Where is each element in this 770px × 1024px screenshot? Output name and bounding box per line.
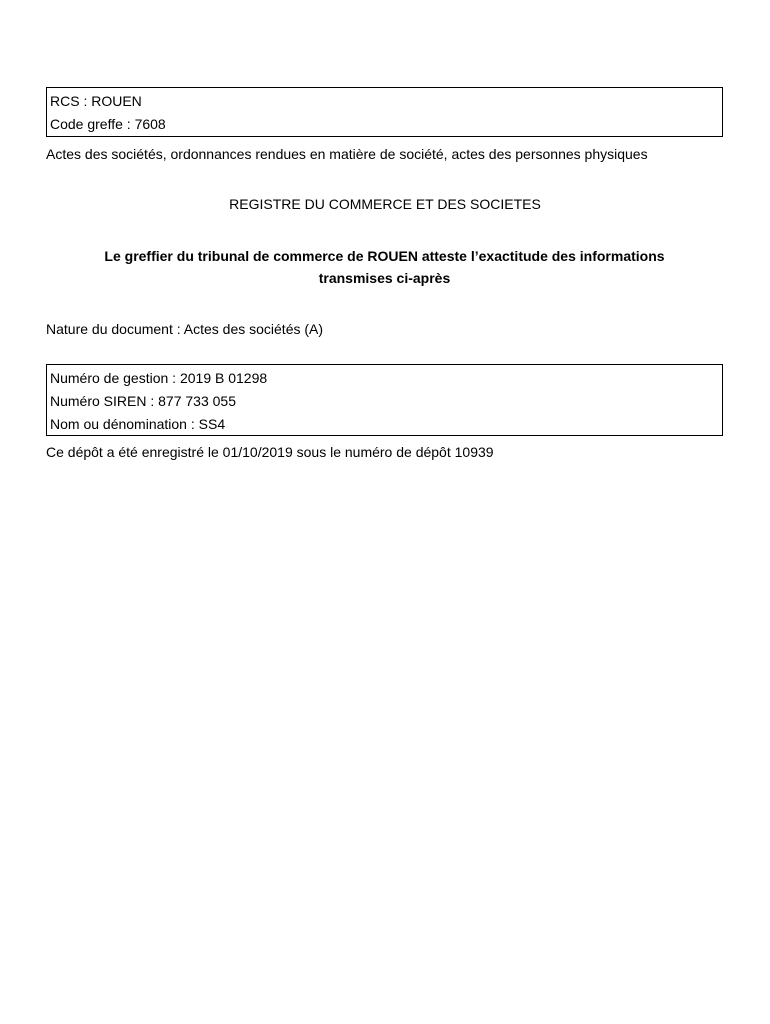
- rcs-label: RCS : ROUEN: [50, 93, 142, 109]
- code-greffe-label: Code greffe : 7608: [50, 116, 166, 132]
- actes-description: Actes des sociétés, ordonnances rendues en matière de société, actes des personnes physiques: [46, 146, 648, 162]
- numero-siren: Numéro SIREN : 877 733 055: [50, 393, 236, 409]
- rcs-info-box: [46, 87, 723, 137]
- nature-document: Nature du document : Actes des sociétés (A): [46, 321, 324, 337]
- attestation-statement: [46, 245, 723, 289]
- denomination: Nom ou dénomination : SS4: [50, 416, 226, 432]
- attestation-line-2: transmises ci-après: [318, 270, 451, 286]
- company-info-box: [46, 364, 723, 436]
- registre-title: REGISTRE DU COMMERCE ET DES SOCIETES: [229, 196, 541, 212]
- depot-statement: Ce dépôt a été enregistré le 01/10/2019 sous le numéro de dépôt 10939: [46, 444, 494, 460]
- numero-gestion: Numéro de gestion : 2019 B 01298: [50, 370, 268, 386]
- attestation-line-1: Le greffier du tribunal de commerce de ROUEN atteste l’exactitude des informations: [104, 248, 665, 264]
